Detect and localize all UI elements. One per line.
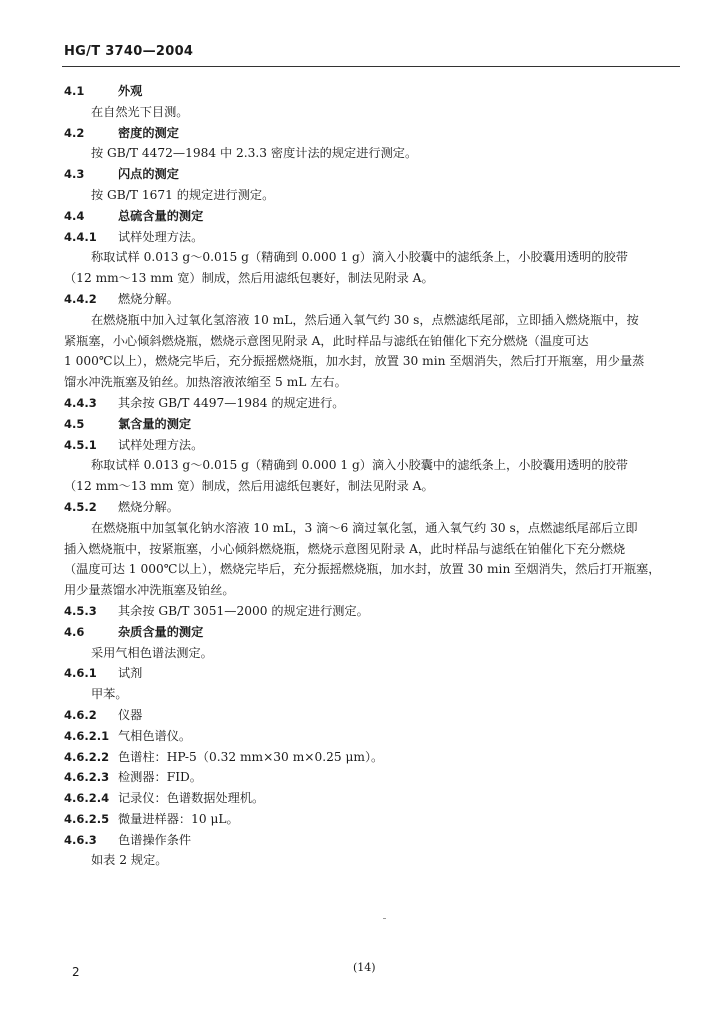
line-text: 紧瓶塞，小心倾斜燃烧瓶，燃烧示意图见附录 A，此时样品与滤纸在铂催化下充分燃烧（温度可达: [64, 333, 589, 348]
document-body: [64, 81, 678, 871]
section-line: [64, 705, 678, 726]
section-heading: 外观: [118, 84, 143, 98]
section-number: 4.6.2.1: [64, 728, 110, 743]
section-line: [64, 393, 678, 414]
page-number: 2: [72, 965, 80, 979]
paragraph-line: [64, 518, 678, 539]
section-line: [64, 164, 678, 185]
paragraph-line: [64, 643, 678, 664]
line-text: 在自然光下目测。: [91, 104, 189, 119]
line-text: 试样处理方法。: [118, 437, 204, 452]
section-number: 4.1: [64, 84, 85, 98]
section-number: 4.6.2.3: [64, 770, 110, 785]
section-number: 4.6.3: [64, 832, 97, 847]
line-text: 燃烧分解。: [118, 291, 179, 306]
section-number: 4.6.1: [64, 666, 97, 681]
line-text: 试剂: [118, 666, 143, 681]
section-line: [64, 663, 678, 684]
line-text: 燃烧分解。: [118, 499, 179, 514]
paragraph-line: [64, 372, 678, 393]
line-text: 甲苯。: [91, 687, 128, 702]
scan-speck: [383, 918, 386, 919]
section-line: [64, 81, 678, 102]
section-number: 4.4.1: [64, 229, 97, 244]
section-line: [64, 601, 678, 622]
line-text: 馏水冲洗瓶塞及铂丝。加热溶液浓缩至 5 mL 左右。: [64, 375, 347, 390]
section-number: 4.5.3: [64, 603, 97, 618]
section-number: 4.6.2.2: [64, 749, 110, 764]
section-heading: 氯含量的测定: [118, 416, 192, 431]
line-text: 1 000℃以上），燃烧完毕后，充分振摇燃烧瓶，加水封，放置 30 min 至烟消失，然后打开瓶塞，用少量蒸: [64, 354, 645, 369]
section-line: [64, 726, 678, 747]
paragraph-line: [64, 102, 678, 123]
line-text: 称取试样 0.013 g～0.015 g（精确到 0.000 1 g）滴入小胶囊中的滤纸条上，小胶囊用透明的胶带: [91, 458, 628, 473]
standard-code: HG/T 3740—2004: [64, 44, 194, 59]
section-line: [64, 767, 678, 788]
section-number: 4.4.3: [64, 395, 97, 410]
section-number: 4.6.2.5: [64, 811, 110, 826]
section-line: [64, 227, 678, 248]
paragraph-line: [64, 268, 678, 289]
line-text: 如表 2 规定。: [91, 853, 168, 868]
paragraph-line: [64, 351, 678, 372]
section-heading: 总硫含量的测定: [118, 208, 204, 223]
line-text: （12 mm～13 mm 宽）制成，然后用滤纸包裹好，制法见附录 A。: [64, 479, 434, 494]
section-line: [64, 830, 678, 851]
section-line: [64, 206, 678, 227]
paragraph-line: [64, 331, 678, 352]
section-number: 4.4: [64, 208, 85, 223]
section-heading: 杂质含量的测定: [118, 624, 204, 639]
line-text: 插入燃烧瓶中，按紧瓶塞，小心倾斜燃烧瓶，燃烧示意图见附录 A，此时样品与滤纸在铂催化下充分燃烧: [64, 541, 626, 556]
paragraph-line: [64, 559, 678, 580]
section-heading: 密度的测定: [118, 125, 179, 140]
section-number: 4.5.2: [64, 499, 97, 514]
paragraph-line: [64, 580, 678, 601]
line-text: 按 GB/T 4472—1984 中 2.3.3 密度计法的规定进行测定。: [91, 146, 418, 161]
header-rule: [62, 66, 680, 67]
line-text: （温度可达 1 000℃以上），燃烧完毕后，充分振摇燃烧瓶，加水封，放置 30 min 至烟消失，然后打开瓶塞，: [64, 562, 661, 577]
section-number: 4.3: [64, 167, 85, 182]
section-line: [64, 747, 678, 768]
paragraph-line: [64, 684, 678, 705]
paragraph-line: [64, 455, 678, 476]
line-text: 采用气相色谱法测定。: [91, 645, 213, 660]
line-text: 仪器: [118, 707, 143, 722]
line-text: 用少量蒸馏水冲洗瓶塞及铂丝。: [64, 583, 235, 598]
section-line: [64, 788, 678, 809]
line-text: 微量进样器：10 μL。: [118, 811, 239, 826]
section-line: [64, 414, 678, 435]
footer-center-mark: (14): [353, 961, 376, 974]
line-text: 其余按 GB/T 4497—1984 的规定进行。: [118, 395, 345, 410]
paragraph-line: [64, 539, 678, 560]
line-text: （12 mm～13 mm 宽）制成，然后用滤纸包裹好，制法见附录 A。: [64, 271, 434, 286]
line-text: 其余按 GB/T 3051—2000 的规定进行测定。: [118, 603, 369, 618]
paragraph-line: [64, 247, 678, 268]
section-line: [64, 622, 678, 643]
section-line: [64, 497, 678, 518]
line-text: 气相色谱仪。: [118, 728, 192, 743]
line-text: 记录仪：色谱数据处理机。: [118, 791, 265, 806]
section-heading: 闪点的测定: [118, 167, 179, 182]
line-text: 在燃烧瓶中加入过氧化氢溶液 10 mL，然后通入氧气约 30 s，点燃滤纸尾部，立即插入燃烧瓶中，按: [91, 312, 639, 327]
paragraph-line: [64, 476, 678, 497]
section-line: [64, 289, 678, 310]
section-line: [64, 435, 678, 456]
line-text: 称取试样 0.013 g～0.015 g（精确到 0.000 1 g）滴入小胶囊中的滤纸条上，小胶囊用透明的胶带: [91, 250, 628, 265]
line-text: 在燃烧瓶中加氢氧化钠水溶液 10 mL，3 滴～6 滴过氧化氢，通入氧气约 30 s，点燃滤纸尾部后立即: [91, 520, 638, 535]
section-line: [64, 123, 678, 144]
line-text: 检测器：FID。: [118, 770, 202, 785]
section-number: 4.6.2: [64, 707, 97, 722]
line-text: 试样处理方法。: [118, 229, 204, 244]
line-text: 色谱柱：HP-5（0.32 mm×30 m×0.25 μm）。: [118, 749, 384, 764]
section-number: 4.2: [64, 125, 85, 140]
section-number: 4.6.2.4: [64, 791, 110, 806]
section-line: [64, 809, 678, 830]
line-text: 色谱操作条件: [118, 832, 192, 847]
line-text: 按 GB/T 1671 的规定进行测定。: [91, 187, 275, 202]
section-number: 4.5: [64, 416, 85, 431]
paragraph-line: [64, 850, 678, 871]
section-number: 4.5.1: [64, 437, 97, 452]
paragraph-line: [64, 185, 678, 206]
paragraph-line: [64, 143, 678, 164]
section-number: 4.6: [64, 624, 85, 639]
section-number: 4.4.2: [64, 291, 97, 306]
paragraph-line: [64, 310, 678, 331]
